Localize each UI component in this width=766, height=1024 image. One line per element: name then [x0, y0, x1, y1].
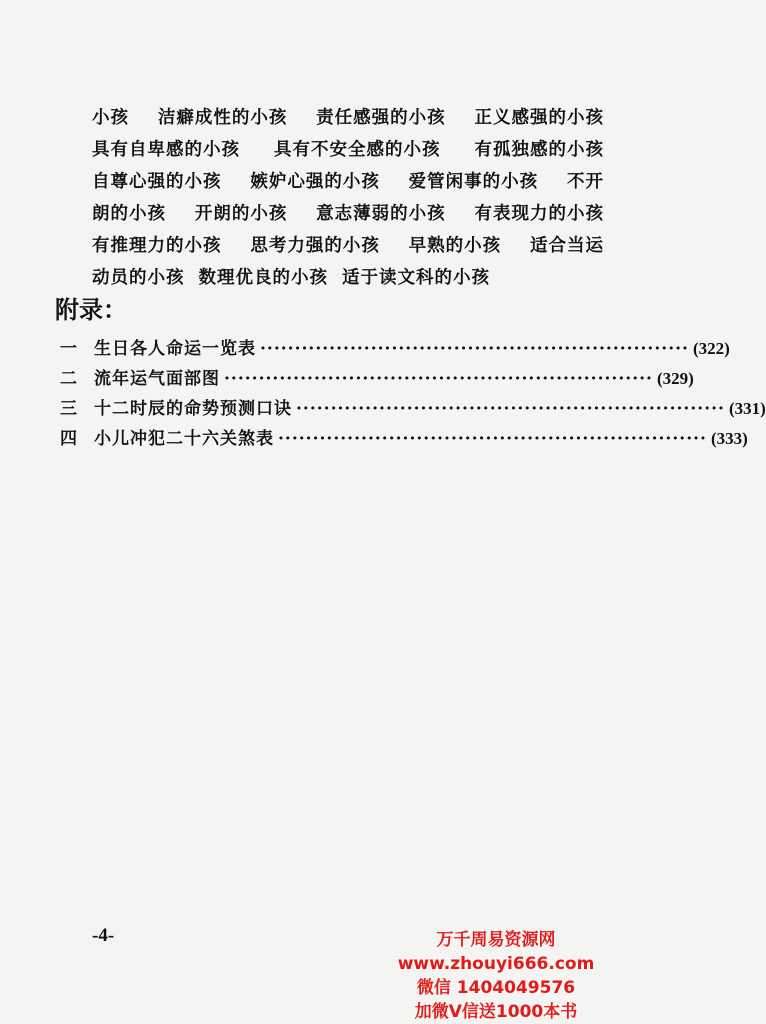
phrase: 不开: [566, 172, 604, 192]
toc-entry-page: (322): [692, 339, 730, 358]
phrase: 早熟的小孩: [408, 236, 502, 256]
toc-entry[interactable]: [60, 364, 694, 394]
phrase: 动员的小孩: [92, 268, 185, 288]
phrase: 嫉妒心强的小孩: [250, 172, 380, 192]
toc-entry[interactable]: [60, 394, 766, 424]
phrase: 意志薄弱的小孩: [316, 204, 446, 224]
phrase: 自尊心强的小孩: [92, 172, 222, 192]
toc-entry[interactable]: [60, 334, 730, 364]
page-number: -4-: [92, 925, 115, 946]
toc-leader-dots: ······························································: [260, 339, 689, 359]
phrase: 爱管闲事的小孩: [408, 172, 539, 192]
phrase: 数理优良的小孩: [198, 268, 328, 288]
toc-entry-title: 十二时辰的命势预测口诀: [94, 399, 292, 419]
phrase: 具有不安全感的小孩: [274, 140, 441, 160]
appendix-toc: [60, 334, 766, 454]
phrase: 有推理力的小孩: [92, 236, 222, 256]
paragraph-line-6: [92, 262, 604, 294]
phrase: 开朗的小孩: [194, 204, 288, 224]
phrase: 思考力强的小孩: [250, 236, 380, 256]
body-paragraph: [92, 102, 604, 294]
toc-entry-number: 三: [60, 399, 77, 419]
phrase: 具有自卑感的小孩: [92, 140, 240, 160]
watermark-line: www.zhouyi666.com: [397, 954, 595, 974]
phrase: 朗的小孩: [92, 204, 166, 224]
toc-entry-page: (333): [710, 429, 748, 448]
bleed-through-texture: [40, 440, 620, 900]
phrase: 洁癖成性的小孩: [157, 108, 288, 128]
toc-entry-page: (331): [728, 399, 766, 418]
toc-entry-title: 小儿冲犯二十六关煞表: [94, 429, 274, 449]
toc-entry-title: 流年运气面部图: [94, 369, 220, 389]
toc-leader-dots: ······························································: [224, 369, 653, 389]
paragraph-line-5: [92, 230, 604, 262]
paragraph-line-1: [92, 102, 604, 134]
phrase: 责任感强的小孩: [316, 108, 446, 128]
phrase: 正义感强的小孩: [474, 108, 604, 128]
paragraph-line-4: [92, 198, 604, 230]
toc-leader-dots: ······························································: [278, 429, 707, 449]
toc-entry-number: 二: [60, 369, 77, 389]
phrase: 有孤独感的小孩: [474, 140, 604, 160]
toc-entry-page: (329): [656, 369, 694, 388]
phrase: 小孩: [92, 108, 129, 128]
toc-entry-title: 生日各人命运一览表: [94, 339, 256, 359]
toc-entry-number: 一: [60, 339, 77, 359]
phrase: 适于读文科的小孩: [342, 268, 490, 288]
phrase: 适合当运: [529, 236, 604, 256]
toc-entry-number: 四: [60, 429, 77, 449]
phrase: 有表现力的小孩: [474, 204, 604, 224]
appendix-heading: 附录：: [55, 296, 127, 324]
watermark-line: 微信 1404049576: [416, 978, 576, 998]
toc-entry[interactable]: [60, 424, 748, 454]
toc-leader-dots: ······························································: [296, 399, 725, 419]
watermark-line: 加微V信送1000本书: [414, 1002, 578, 1022]
watermark-stamp: [376, 928, 616, 1024]
watermark-line: 万千周易资源网: [436, 930, 556, 950]
paragraph-line-3: [92, 166, 604, 198]
paragraph-line-2: [92, 134, 604, 166]
